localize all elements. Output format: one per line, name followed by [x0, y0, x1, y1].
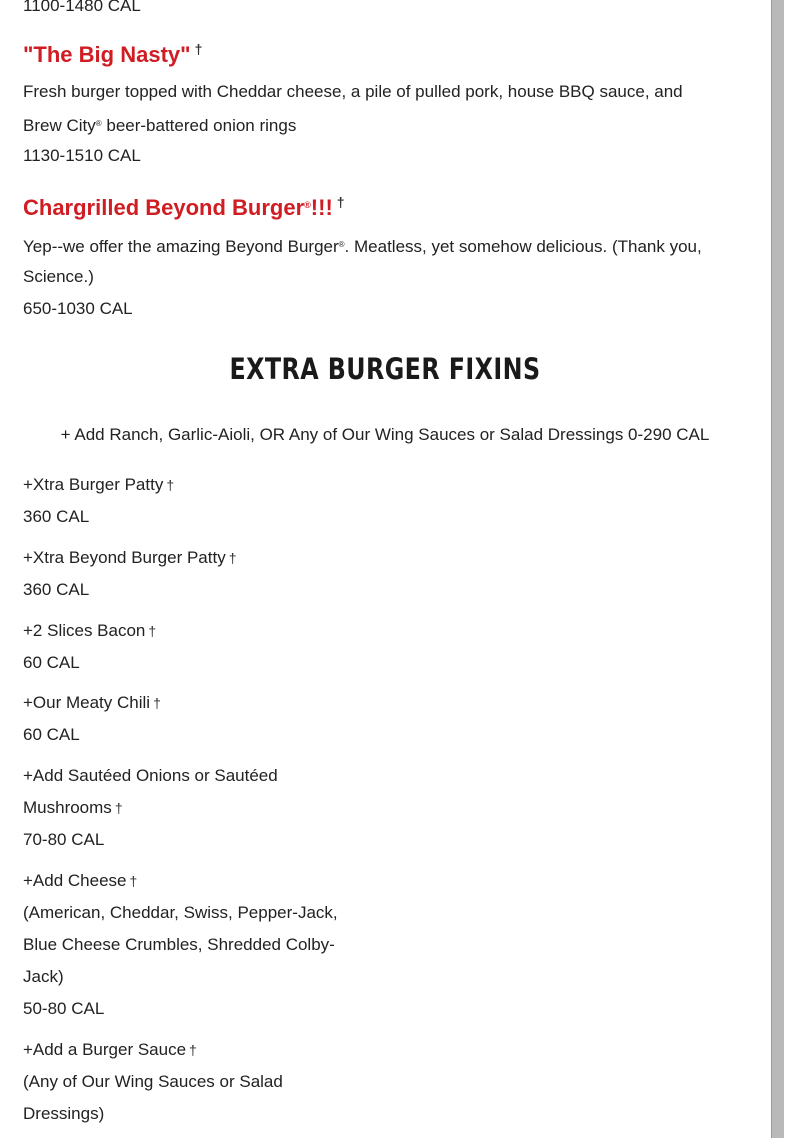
fixin-name-bacon: +2 Slices Bacon †	[23, 621, 157, 640]
scrollbar-thumb[interactable]	[771, 0, 784, 1138]
fixin-name-xtra-beyond-patty: +Xtra Beyond Burger Patty †	[23, 548, 237, 567]
fixin-detail-cheese-line1: (American, Cheddar, Swiss, Pepper-Jack,	[23, 903, 338, 922]
fixin-calories-xtra-beyond-patty: 360 CAL	[23, 580, 90, 599]
dagger-mark: †	[166, 477, 175, 493]
item-calories-big-nasty: 1130-1510 CAL	[23, 146, 141, 165]
fixin-name-xtra-burger-patty: +Xtra Burger Patty †	[23, 475, 175, 494]
item-description-big-nasty-line2: Brew City® beer-battered onion rings	[23, 116, 297, 135]
dagger-mark: †	[148, 623, 157, 639]
fixin-name-cheese: +Add Cheese †	[23, 871, 138, 890]
item-calories-beyond-burger: 650-1030 CAL	[23, 299, 133, 318]
item-description-big-nasty: Fresh burger topped with Cheddar cheese, a pile of pulled pork, house BBQ sauce, and	[23, 82, 683, 101]
fixin-name-burger-sauce: +Add a Burger Sauce †	[23, 1040, 197, 1059]
vertical-scrollbar[interactable]	[770, 0, 785, 1138]
registered-mark: ®	[338, 240, 345, 249]
fixin-calories-xtra-burger-patty: 360 CAL	[23, 507, 90, 526]
dagger-mark: †	[189, 1042, 197, 1058]
item-title-beyond-burger: Chargrilled Beyond Burger®!!! †	[23, 194, 345, 220]
previous-item-calories: 1100-1480 CAL	[23, 0, 141, 15]
fixin-calories-meaty-chili: 60 CAL	[23, 725, 80, 744]
registered-mark: ®	[95, 119, 102, 128]
dagger-mark: †	[114, 800, 123, 816]
sauce-note: + Add Ranch, Garlic-Aioli, OR Any of Our Wing Sauces or Salad Dressings 0-290 CAL	[60, 425, 710, 444]
fixin-detail-burger-sauce-line2: Dressings)	[23, 1104, 105, 1123]
fixin-calories-cheese: 50-80 CAL	[23, 999, 105, 1018]
fixin-calories-onions-mushrooms: 70-80 CAL	[23, 830, 105, 849]
item-title-big-nasty: "The Big Nasty" †	[23, 41, 203, 67]
dagger-mark: †	[336, 194, 345, 210]
dagger-mark: †	[194, 41, 203, 57]
fixin-name-onions-mushrooms-line2: Mushrooms †	[23, 798, 123, 817]
dagger-mark: †	[153, 695, 161, 711]
fixin-name-meaty-chili: +Our Meaty Chili †	[23, 693, 161, 712]
fixin-detail-cheese-line3: Jack)	[23, 967, 64, 986]
dagger-mark: †	[228, 550, 237, 566]
registered-mark: ®	[304, 200, 311, 210]
item-description-beyond-burger: Yep--we offer the amazing Beyond Burger®. Meatless, yet somehow delicious. (Thank you,	[23, 237, 702, 256]
dagger-mark: †	[129, 873, 138, 889]
fixin-detail-cheese-line2: Blue Cheese Crumbles, Shredded Colby-	[23, 935, 335, 954]
section-heading-extra-burger-fixins: EXTRA BURGER FIXINS	[229, 352, 541, 386]
fixin-calories-bacon: 60 CAL	[23, 653, 80, 672]
fixin-detail-burger-sauce-line1: (Any of Our Wing Sauces or Salad	[23, 1072, 283, 1091]
fixin-name-onions-mushrooms: +Add Sautéed Onions or Sautéed	[23, 766, 278, 785]
item-description-beyond-burger-line2: Science.)	[23, 267, 94, 286]
